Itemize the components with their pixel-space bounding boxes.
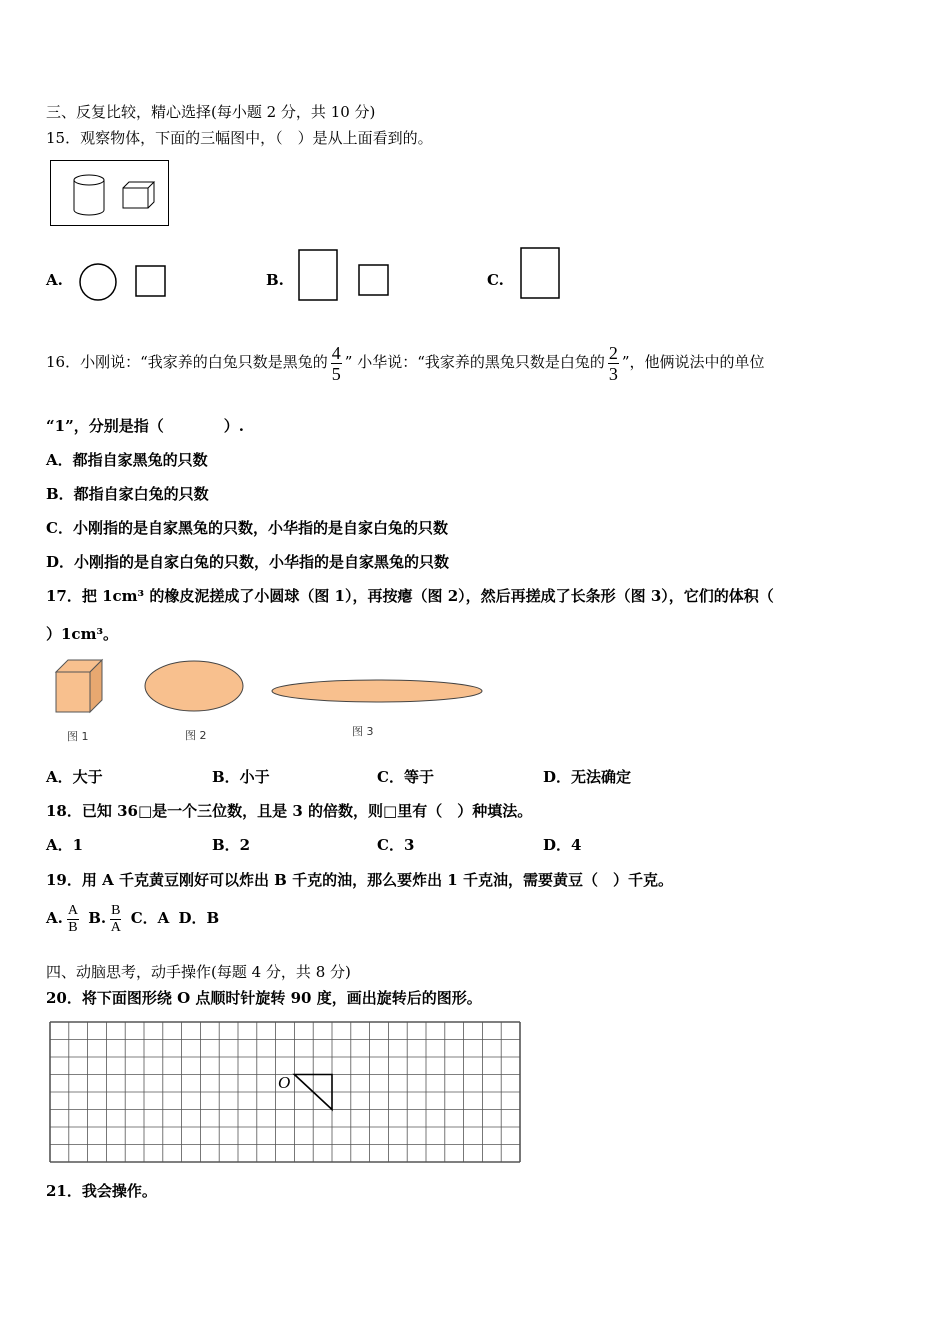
q19-option-a-label[interactable]: A. <box>46 909 63 927</box>
q16-stem-part1: 16．小刚说：“我家养的白兔只数是黑兔的 <box>46 353 328 371</box>
q16-option-a[interactable]: A．都指自家黑兔的只数 <box>46 451 208 469</box>
q19-option-a-fraction[interactable]: $\frac{A}{B}$ <box>67 902 78 935</box>
q19-option-c[interactable]: C．A <box>130 909 170 927</box>
q19-option-b-fraction[interactable]: $\frac{B}{A}$ <box>110 902 121 935</box>
q17-option-d[interactable]: D．无法确定 <box>543 768 632 786</box>
q16-fraction-2-3: $\frac{2}{3}$ <box>608 342 618 384</box>
q16-option-b[interactable]: B．都指自家白兔的只数 <box>46 485 209 503</box>
q19-stem: 19．用 A 千克黄豆刚好可以炸出 B 千克的油，那么要炸出 1 千克油，需要黄豆（ ）千克。 <box>46 871 673 889</box>
q16-stem-line1 <box>46 330 765 394</box>
q17-option-a[interactable]: A．大于 <box>46 768 103 786</box>
q17-figure-1-cube <box>54 658 104 714</box>
q16-stem-part3: ”，他俩说法中的单位 <box>621 353 765 371</box>
q17-figure-1-label: 图 1 <box>67 730 89 743</box>
q20-stem: 20．将下面图形绕 O 点顺时针旋转 90 度，画出旋转后的图形。 <box>46 989 482 1007</box>
q17-stem-line1: 17．把 1cm³ 的橡皮泥搓成了小圆球（图 1），再按瘪（图 2），然后再搓成了长条形（图 3），它们的体积（ <box>46 587 774 605</box>
q17-figure-3-label: 图 3 <box>352 725 374 738</box>
q19-option-d[interactable]: D．B <box>178 909 220 927</box>
q18-option-c[interactable]: C．3 <box>377 836 415 854</box>
q17-option-c[interactable]: C．等于 <box>377 768 434 786</box>
q16-option-d[interactable]: D．小刚指的是自家白兔的只数，小华指的是自家黑兔的只数 <box>46 553 450 571</box>
q18-option-a[interactable]: A．1 <box>46 836 84 854</box>
q16-fraction-4-5: $\frac{4}{5}$ <box>331 342 341 384</box>
q18-option-d[interactable]: D．4 <box>543 836 582 854</box>
q17-stem-line2: ）1cm³。 <box>46 625 119 643</box>
q15-option-c-figure <box>520 247 564 301</box>
q16-stem-line2: “1”，分别是指（ ）. <box>46 417 244 435</box>
q15-option-a-figure <box>78 262 170 302</box>
q15-option-b[interactable]: B. <box>266 271 284 289</box>
q15-solid-figure <box>50 160 170 226</box>
q19-options <box>46 898 219 938</box>
q18-stem: 18．已知 36□是一个三位数，且是 3 的倍数，则□里有（ ）种填法。 <box>46 802 533 820</box>
section3-title: 三、反复比较，精心选择(每小题 2 分，共 10 分) <box>46 103 376 121</box>
q16-option-c[interactable]: C．小刚指的是自家黑兔的只数，小华指的是自家白兔的只数 <box>46 519 448 537</box>
q17-figure-3-strip <box>271 678 485 704</box>
q15-option-b-figure <box>298 249 392 303</box>
q17-figure-2-ellipse <box>144 660 246 714</box>
q15-option-a[interactable]: A. <box>46 271 63 289</box>
q20-point-o-label: O <box>278 1073 291 1092</box>
q18-option-b[interactable]: B．2 <box>212 836 251 854</box>
q17-figure-2-label: 图 2 <box>185 729 207 742</box>
section4-title: 四、动脑思考，动手操作(每题 4 分，共 8 分) <box>46 963 351 981</box>
q21-stem: 21．我会操作。 <box>46 1182 157 1200</box>
q19-option-b-label[interactable]: B. <box>88 909 107 927</box>
q15-stem: 15．观察物体，下面的三幅图中，（ ）是从上面看到的。 <box>46 129 433 147</box>
q17-option-b[interactable]: B．小于 <box>212 768 270 786</box>
q15-option-c[interactable]: C. <box>487 271 504 289</box>
q16-stem-part2: ” 小华说：“我家养的黑兔只数是白兔的 <box>344 353 605 371</box>
